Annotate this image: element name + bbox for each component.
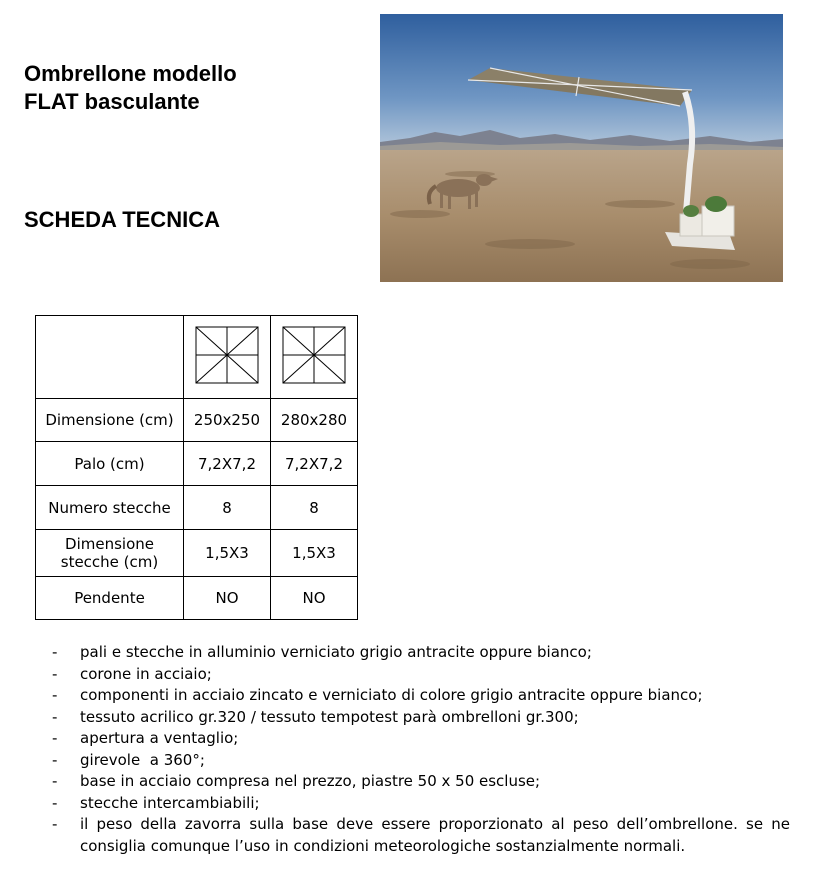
row-value: 8 (271, 486, 358, 530)
table-row (36, 530, 358, 577)
list-item (45, 642, 790, 664)
list-bullet: - (52, 664, 58, 683)
list-item (45, 750, 790, 772)
title-line-1: Ombrellone modello (24, 61, 237, 86)
row-label-line-1: Dimensione (65, 535, 154, 553)
desert-umbrella-photo (380, 14, 783, 282)
feature-list (45, 642, 790, 857)
row-label: Pendente (36, 577, 184, 620)
square-umbrella-plan-icon (195, 326, 259, 384)
spec-table (35, 315, 358, 620)
row-value: 7,2X7,2 (271, 442, 358, 486)
row-label (36, 530, 184, 577)
row-value: 280x280 (271, 399, 358, 442)
row-value: 1,5X3 (184, 530, 271, 577)
list-bullet: - (52, 750, 58, 769)
list-bullet: - (52, 815, 58, 833)
table-row (36, 399, 358, 442)
list-bullet: - (52, 729, 58, 747)
list-bullet: - (52, 686, 58, 704)
list-bullet: - (52, 793, 58, 812)
list-item-text: stecche intercambiabili; (80, 793, 260, 812)
list-item (45, 814, 790, 857)
row-label: Dimensione (cm) (36, 399, 184, 442)
row-value: 8 (184, 486, 271, 530)
row-label: Palo (cm) (36, 442, 184, 486)
row-label: Numero stecche (36, 486, 184, 530)
table-row (36, 486, 358, 530)
list-item-text: girevole a 360°; (80, 750, 205, 769)
list-item-text: componenti in acciaio zincato e verniciato di colore grigio antracite oppure bianco; (80, 686, 703, 704)
list-item (45, 771, 790, 793)
section-title: SCHEDA TECNICA (24, 207, 220, 232)
title-line-2: FLAT basculante (24, 89, 200, 114)
list-item (45, 664, 790, 686)
list-bullet: - (52, 707, 58, 726)
row-value: 1,5X3 (271, 530, 358, 577)
table-row (36, 577, 358, 620)
list-bullet: - (52, 643, 58, 661)
page-title (24, 60, 237, 116)
list-item-text: tessuto acrilico gr.320 / tessuto tempotest parà ombrelloni gr.300; (80, 707, 579, 726)
list-item-text: base in acciaio compresa nel prezzo, piastre 50 x 50 escluse; (80, 772, 541, 790)
list-item-text: il peso della zavorra sulla base deve essere proporzionato al peso dell’ombrellone. se ne consiglia comunque l’uso in condizioni meteorologiche sostanzialmente normali. (80, 815, 790, 855)
row-label-line-2: stecche (cm) (60, 553, 159, 571)
table-icon-cell (184, 316, 271, 399)
list-item (45, 728, 790, 750)
square-umbrella-plan-icon (282, 326, 346, 384)
list-item-text: pali e stecche in alluminio verniciato grigio antracite oppure bianco; (80, 643, 592, 661)
row-value: 250x250 (184, 399, 271, 442)
table-corner-cell (36, 316, 184, 399)
list-item-text: corone in acciaio; (80, 664, 212, 683)
product-photo (380, 14, 783, 282)
row-value: NO (271, 577, 358, 620)
list-item (45, 685, 790, 707)
list-item (45, 707, 790, 729)
table-icon-cell (271, 316, 358, 399)
list-item-text: apertura a ventaglio; (80, 729, 239, 747)
table-row-icons (36, 316, 358, 399)
table-row (36, 442, 358, 486)
list-item (45, 793, 790, 815)
row-value: NO (184, 577, 271, 620)
row-value: 7,2X7,2 (184, 442, 271, 486)
list-bullet: - (52, 772, 58, 790)
